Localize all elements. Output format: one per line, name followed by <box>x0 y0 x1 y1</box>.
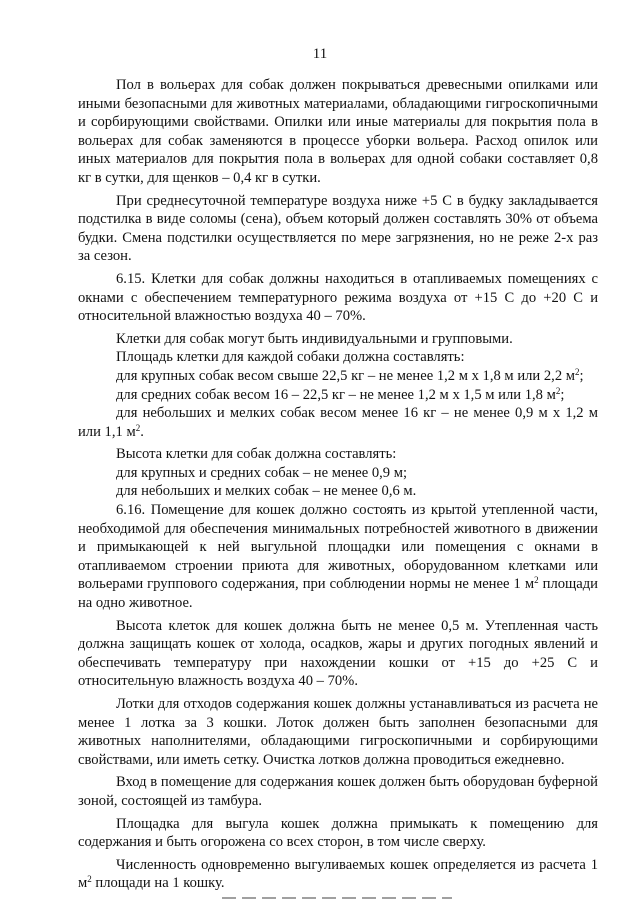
page-number: 11 <box>312 46 328 62</box>
size-large-dogs <box>78 367 598 386</box>
scan-artifact-line <box>222 897 452 899</box>
paragraph-walking-count-tail: площади на 1 кошку. <box>91 875 225 892</box>
size-medium-dogs-text: для средних собак весом 16 – 22,5 кг – не менее 1,2 м х 1,5 м или 1,8 м <box>116 386 556 403</box>
paragraph-cage-height-heading: Высота клетки для собак должна составлять: <box>116 446 397 463</box>
paragraph-walking-area: Площадка для выгула кошек должна примыкать к помещению для содержания и быть огорожена со всех сторон, в том числе сверху. <box>78 815 598 851</box>
paragraph-cage-area-heading: Площадь клетки для каждой собаки должна составлять: <box>116 349 465 366</box>
paragraph-6-16-tail: площади на одно животное. <box>78 576 598 612</box>
height-small-dogs: для небольших и мелких собак – не менее 0,6 м. <box>116 483 417 500</box>
size-medium-dogs-tail: ; <box>560 386 565 403</box>
paragraph-cage-types: Клетки для собак могут быть индивидуальными и групповыми. <box>116 330 513 347</box>
paragraph-walking-count-text: Численность одновременно выгуливаемых кошек определяется из расчета 1 м <box>78 856 598 892</box>
size-small-dogs-text: для небольших и мелких собак весом менее 16 кг – не менее 0,9 м х 1,2 м или 1,1 м <box>78 405 598 440</box>
document-body <box>78 76 598 893</box>
superscript-2: 2 <box>575 366 580 377</box>
superscript-2: 2 <box>135 422 141 433</box>
size-large-dogs-text: для крупных собак весом свыше 22,5 кг – не менее 1,2 м х 1,8 м или 2,2 м <box>116 367 575 384</box>
height-large-dogs: для крупных и средних собак – не менее 0,9 м; <box>116 464 408 481</box>
paragraph-litter-trays: Лотки для отходов содержания кошек должны устанавливаться из расчета не менее 1 лотка за 3 кошки. Лоток должен быть заполнен безопасными для животных наполнителями, обладающими гигроскопичными и сорбирующими свойствами, или иметь сетку. Очистка лотков должна проводиться ежедневно. <box>78 696 598 768</box>
paragraph-floor-covering: Пол в вольерах для собак должен покрываться древесными опилками или иными безопасными для животных материалами, обладающими гигроскопичными и сорбирующими свойствами. Опилки или иные материалы для покрытия пола в вольерах для собак заменяются в процессе уборки вольера. Расход опилок или иных материалов для покрытия пола в вольерах для одной собаки составляет 0,8 кг в сутки, для щенков – 0,4 кг в сутки. <box>78 77 598 186</box>
paragraph-walking-count <box>78 856 598 893</box>
size-small-dogs <box>78 404 598 441</box>
superscript-2: 2 <box>534 575 539 586</box>
size-large-dogs-tail: ; <box>579 367 584 384</box>
size-small-dogs-tail: . <box>140 423 144 440</box>
superscript-2: 2 <box>555 385 561 396</box>
superscript-2: 2 <box>87 874 92 885</box>
paragraph-cat-cage-height: Высота клеток для кошек должна быть не менее 0,5 м. Утепленная часть должна защищать кошек от холода, осадков, жары и других погодных явлений и обеспечивать температуру при нахождении кошки от +15 до +25 С и относительную влажность воздуха 40 – 70%. <box>78 617 598 690</box>
paragraph-6-15: 6.15. Клетки для собак должны находиться в отапливаемых помещениях с окнами с обеспечением температурного режима воздуха от +15 С до +20 С и относительной влажностью воздуха 40 – 70%. <box>78 270 598 325</box>
size-medium-dogs <box>78 386 598 405</box>
paragraph-entrance-buffer: Вход в помещение для содержания кошек должен быть оборудован буферной зоной, состоящей из тамбура. <box>78 774 598 809</box>
paragraph-6-16-text: 6.16. Помещение для кошек должно состоять из крытой утепленной части, необходимой для обеспечения минимальных потребностей животного в движении и примыкающей к ней выгульной площадки или помещения с окнами в отапливаемом строении приюта для животных, оборудованном клетками или вольерами группового содержания, при соблюдении нормы не менее 1 м <box>78 502 598 593</box>
paragraph-bedding: При среднесуточной температуре воздуха ниже +5 С в будку закладывается подстилка в виде соломы (сена), объем который должен составлять 30% от объема будки. Смена подстилки осуществляется по мере загрязнения, но не реже 2-х раз за сезон. <box>78 192 598 265</box>
paragraph-6-16 <box>78 501 598 613</box>
